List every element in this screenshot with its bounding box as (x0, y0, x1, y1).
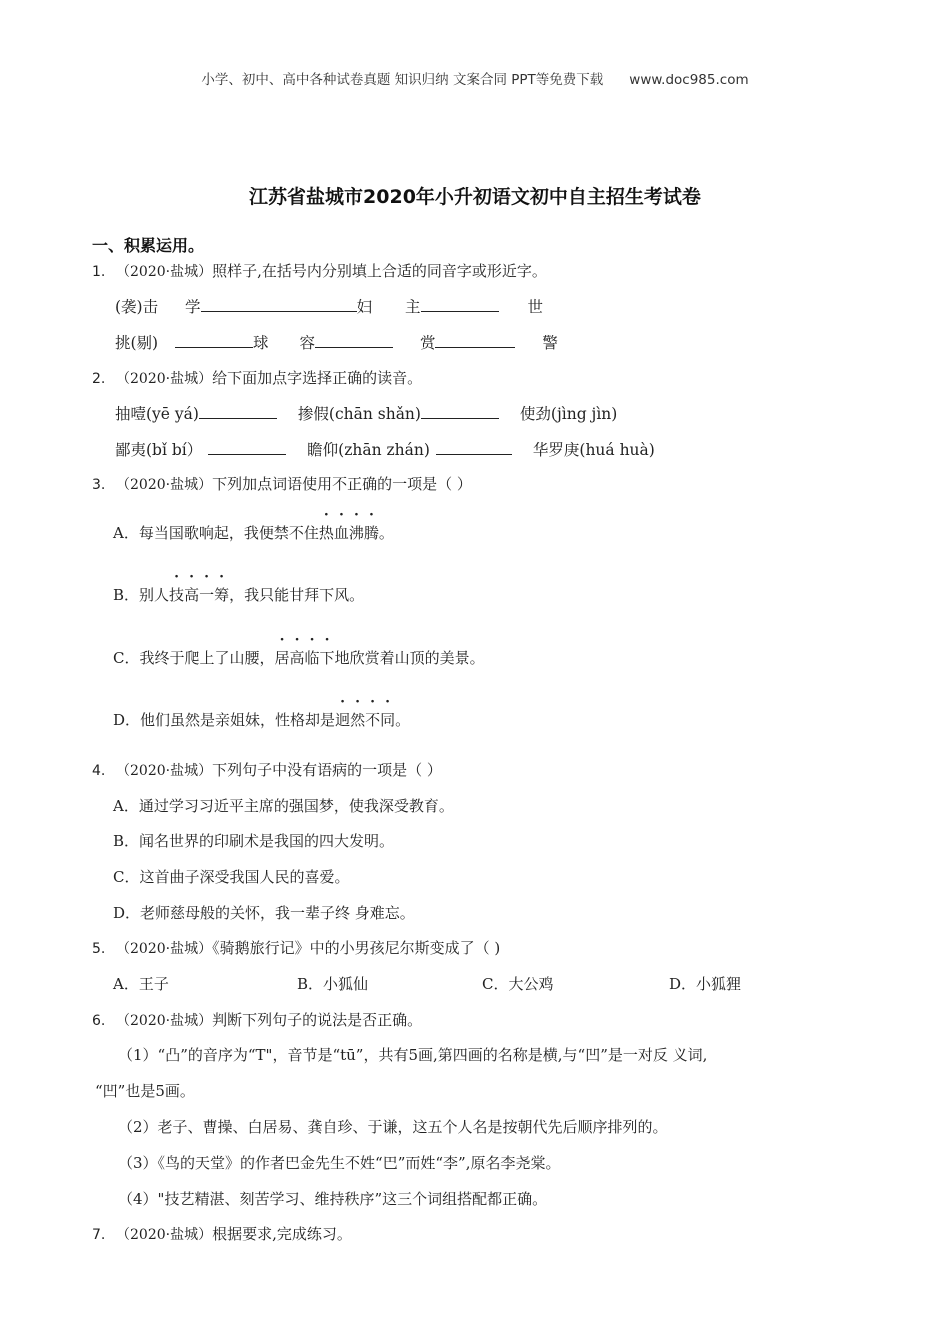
answer-blank[interactable] (208, 440, 286, 455)
option-text: ，我只能甘拜下风。 (229, 586, 365, 604)
option-label: B． (113, 586, 140, 604)
q4-option-d[interactable]: D．老师慈母般的关怀，我一辈子终 身难忘。 (113, 904, 415, 922)
question-7 (92, 1223, 352, 1244)
question-text: 《骑鹅旅行记》中的小男孩尼尔斯变成了（ ) (212, 939, 501, 957)
question-number: 4. (92, 763, 106, 779)
option-text: 。 (395, 711, 411, 729)
question-text: 根据要求,完成练习。 (212, 1225, 352, 1243)
page-title: 江苏省盐城市2020年小升初语文初中自主招生考试卷 (249, 186, 701, 208)
option-text: 我终于爬上了山腰， (139, 649, 275, 667)
dotted-char: 迥 (335, 711, 351, 729)
question-2 (92, 367, 422, 388)
question-1 (92, 260, 547, 281)
q1-char: 学 (185, 298, 201, 316)
q1-example: 挑(剔) (115, 334, 159, 352)
answer-blank[interactable] (421, 297, 499, 312)
question-source: （2020·盐城） (116, 1013, 213, 1029)
question-number: 6. (92, 1013, 106, 1029)
header-site-link[interactable]: www.doc985.com (629, 72, 749, 88)
question-number: 3. (92, 477, 106, 493)
dotted-char: 热 (318, 524, 334, 542)
q1-row-2 (115, 331, 558, 353)
q2-row-2 (115, 438, 655, 460)
question-text: 下列句子中没有语病的一项是（ ） (212, 761, 442, 779)
question-6 (92, 1009, 422, 1030)
q6-statement-1-cont: “凹”也是5画。 (95, 1082, 195, 1100)
section-heading: 一、积累运用。 (92, 236, 205, 255)
q3-option-b[interactable] (113, 584, 364, 605)
dotted-char: 筹 (214, 586, 230, 604)
question-3 (92, 473, 472, 494)
dotted-char: 一 (199, 586, 215, 604)
q2-item: 使劲(jìng jìn) (519, 405, 618, 423)
option-text: 。 (378, 524, 394, 542)
question-source: （2020·盐城） (116, 371, 213, 387)
dotted-char: 不 (365, 711, 381, 729)
question-source: （2020·盐城） (116, 763, 213, 779)
question-text: 照样子,在括号内分别填上合适的同音字或形近字。 (212, 262, 547, 280)
q2-item: 掺假(chān shǎn) (297, 405, 421, 423)
q6-statement-4: （4）"技艺精湛、刻苦学习、维持秩序”这三个词组搭配都正确。 (118, 1190, 548, 1208)
dotted-char: 然 (350, 711, 366, 729)
q4-option-a[interactable]: A．通过学习习近平主席的强国梦，使我深受教育。 (113, 797, 454, 815)
dotted-char: 沸 (348, 524, 364, 542)
q1-char: 世 (527, 298, 543, 316)
question-source: （2020·盐城） (116, 941, 213, 957)
q5-option-c[interactable]: C．大公鸡 (482, 975, 554, 993)
q2-item: 瞻仰(zhān zhán) (307, 441, 430, 459)
q3-option-d[interactable] (113, 709, 410, 730)
dotted-char: 血 (333, 524, 349, 542)
dotted-char: 高 (289, 649, 305, 667)
option-text: 别人 (139, 586, 170, 604)
question-source: （2020·盐城） (116, 264, 213, 280)
option-label: A． (113, 524, 139, 542)
q1-char: 球 (253, 334, 269, 352)
dotted-char: 高 (184, 586, 200, 604)
option-label: C． (113, 649, 140, 667)
answer-blank[interactable] (201, 297, 357, 312)
page-header (0, 68, 950, 88)
question-number: 1. (92, 264, 106, 280)
q5-option-d[interactable]: D．小狐狸 (669, 975, 742, 993)
answer-blank[interactable] (175, 333, 253, 348)
question-4 (92, 759, 442, 780)
q4-option-c[interactable]: C．这首曲子深受我国人民的喜爱。 (113, 868, 350, 886)
answer-blank[interactable] (435, 333, 515, 348)
q6-statement-3: （3）《鸟的天堂》的作者巴金先生不姓“巴”而姓“李”,原名李尧棠。 (118, 1154, 561, 1172)
option-label: D． (113, 711, 141, 729)
answer-blank[interactable] (421, 404, 499, 419)
q2-row-1 (115, 402, 617, 424)
question-text: 给下面加点字选择正确的读音。 (212, 369, 423, 387)
q1-char: 主 (405, 298, 421, 316)
q1-char: 警 (542, 334, 558, 352)
q6-statement-2: （2）老子、曹操、白居易、龚自珍、于谦，这五个人名是按朝代先后顺序排列的。 (118, 1118, 668, 1136)
q2-item: 华罗庚(huá huà) (532, 441, 655, 459)
q5-option-a[interactable]: A．王子 (113, 975, 169, 993)
header-text: 小学、初中、高中各种试卷真题 知识归纳 文案合同 PPT等免费下载 (201, 72, 604, 88)
question-source: （2020·盐城） (116, 1227, 213, 1243)
q3-option-c[interactable] (113, 647, 485, 668)
option-text: 地欣赏着山顶的美景。 (334, 649, 485, 667)
answer-blank[interactable] (199, 404, 277, 419)
answer-blank[interactable] (315, 333, 393, 348)
question-number: 5. (92, 941, 106, 957)
question-number: 2. (92, 371, 106, 387)
dotted-char: 临 (304, 649, 320, 667)
question-5 (92, 937, 500, 958)
q2-item: 抽噎(yē yá) (115, 405, 199, 423)
q1-char: 妇 (356, 298, 373, 316)
dotted-char: 腾 (363, 524, 379, 542)
question-number: 7. (92, 1227, 106, 1243)
q5-option-b[interactable]: B．小狐仙 (297, 975, 369, 993)
q3-option-a[interactable] (113, 522, 394, 543)
option-text: 每当国歌响起，我便禁不住 (138, 524, 319, 542)
q6-statement-1: （1）“凸”的音序为“T"，音节是“tū”，共有5画,第四画的名称是横,与“凹”是一对反 义词, (118, 1046, 708, 1064)
q1-row-1 (115, 295, 543, 317)
question-source: （2020·盐城） (116, 477, 213, 493)
q1-char: 赏 (419, 334, 436, 352)
answer-blank[interactable] (436, 440, 512, 455)
q2-item: 鄙夷(bǐ bí） (115, 441, 203, 459)
dotted-char: 下 (319, 649, 335, 667)
dotted-char: 同 (380, 711, 396, 729)
dotted-char: 居 (274, 649, 290, 667)
q1-char: 容 (299, 334, 316, 352)
option-text: 他们虽然是亲姐妹，性格却是 (140, 711, 336, 729)
q1-example: (袭)击 (115, 298, 159, 316)
question-text: 下列加点词语使用不正确的一项是（ ） (212, 475, 472, 493)
dotted-char: 技 (169, 586, 185, 604)
question-text: 判断下列句子的说法是否正确。 (212, 1011, 423, 1029)
q4-option-b[interactable]: B．闻名世界的印刷术是我国的四大发明。 (113, 832, 395, 850)
